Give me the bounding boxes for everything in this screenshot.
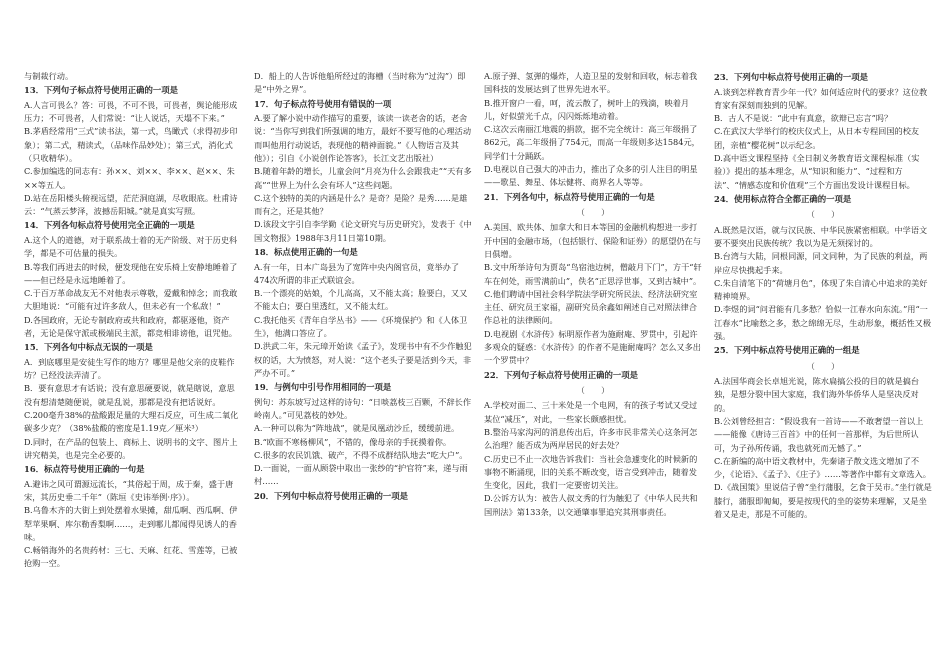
question-text: B.随着年龄的增长，儿童会问“月亮为什么会跟我走”“天有多高”“世界上为什么会有坏人”这些问题。	[254, 166, 472, 190]
question-text: C.朱自清笔下的“荷塘月色”，体现了朱自清心中追求的美好精神境界。	[714, 277, 928, 302]
question-title: 18．标点使用正确的一句是	[254, 246, 358, 257]
question-text: C.在新编的高中语文教材中，先秦诸子散文选文增加了不少，《论语》、《孟子》、《庄子》……等著作中都有文章选入。	[714, 455, 931, 480]
column-1	[24, 70, 242, 666]
question-title: 22．下列句子标点符号使用正确的一项是	[484, 369, 639, 380]
question-text: B.乌鲁木齐的大街上到处摆着水果摊，甜瓜啊、西瓜啊、伊犁苹果啊、库尔勒香梨啊……，走到哪儿都闻得见诱人的香味。	[24, 505, 238, 542]
answer-blank: （ ）	[806, 209, 840, 220]
question-text: A.有一年，日本广岛县为了宽阵中央内阁官员，竟举办了474次所谓的非正式联谊会。	[254, 261, 460, 285]
question-text: A.原子弹、氢弹的爆炸，人造卫星的发射和回收，标志着我国科技的发展达到了世界先进水平。	[484, 71, 698, 95]
question-text: 例句：苏东坡写过这样的诗句：“日啖荔枝三百颗，不辞长作岭南人。”可见荔枝的妙处。	[254, 396, 472, 421]
question-text: B.整治马家沟河的消息传出后，许多市民非常关心这条河怎么治理？能否成为两岸居民的好去处？	[484, 426, 698, 451]
question-text: A.谈到怎样教育青少年一代？如何适应时代的要求？这位教育家有深刻而独到的见解。	[714, 86, 928, 110]
question-title: 20．下列句中标点符号使用正确的一项是	[254, 490, 409, 501]
question-text: D.该段文字引自李学勤《论文研究与历史研究》，发表于《中国文物报》1988年3月11日第10期。	[254, 219, 472, 243]
question-text: B．古人不是说：“此中有真意，欲辩已忘言”吗？	[714, 113, 893, 124]
answer-blank: （ ）	[576, 207, 610, 218]
question-text: A.学校对面二、三十米处是一个电网，有的孩子考试又受过某位“减压”，对此，一些家长颇感担忧。	[484, 400, 698, 424]
question-text: B.台湾与大陆，同根同源，同文同种，为了民族的利益，两岸应尽快携起手来。	[714, 251, 928, 275]
question-text: 与制裁行动。	[24, 71, 74, 81]
answer-blank: （ ）	[576, 385, 610, 396]
question-title: 24．使用标点符合全都正确的一项是	[714, 193, 852, 204]
question-text: A.既然是汉语，就与汉民族、中华民族紧密相联。中学语文要不要突出民族传统？我以为是无须探讨的。	[714, 224, 928, 249]
question-text: A.人言可畏么？答：可畏，不可不畏，可畏者，舆论能形成压力；不可畏者，人们常说：“让人说话，天塌不下来。”	[24, 99, 238, 124]
question-text: B．要有意思才有话说；没有意思硬要说，就是瞎说，意思没有想清楚随便说，就是乱说，那都是没有把话说好。	[24, 383, 235, 407]
column-3	[484, 70, 702, 666]
question-text: D.李煜的词“问君能有几多愁？恰似一江春水向东流。”用“一江春水”比喻愁之多，愁之绵绵无尽，生动形象，概括性又极强。	[714, 304, 932, 341]
question-text: A.美国、欧共体、加拿大和日本等国的金融机构想进一步打开中国的金融市场，（包括银行、保险和证券）的愿望仍在与日俱增。	[484, 222, 701, 259]
question-text: B.推开窗户一看，呵，流云散了，树叶上的残滴，映着月儿，好似萤光千点，闪闪烁烁地动着。	[484, 97, 690, 121]
question-text: A.一种可以称为“阵地战”，就是凤凰动沙丘，缓缓前进。	[254, 423, 460, 434]
question-text: D.电视以自己强大的冲击力，推出了众多的引人注目的明星——歌星、舞星、体坛健将、商界名人等等。	[484, 163, 698, 188]
question-text: C.我托他买《青年自学丛书》——《环境保护》和《人体卫生》，他满口答应了。	[254, 314, 468, 338]
question-text: C.于百万革命战友无不对他表示尊敬，爱戴和悼念；而我敢大胆地说：“可能有过许多敌人，但未必有一个私敌！”	[24, 288, 238, 312]
question-text: D.一面说，一面从顾袋中取出一张纱的“护官符”来，递与雨村……	[254, 463, 468, 487]
question-title: 13．下列句子标点符号使用正确的一项是	[24, 85, 179, 96]
question-text: C.很多的农民饥饿、破产，不得不成群结队地去“吃大户”。	[254, 449, 468, 460]
question-text: C.他们聘请中国社会科学院法学研究所民法、经济法研究室主任、研究员王家福，副研究员余鑫如阐述自己对照法律合作总社的法律顾问。	[484, 288, 698, 326]
question-text: D.各国政府，无论专制政府或共和政府，都驱逐他，资产者，无论是保守派或极端民主派，都竞相诽谤他，诅咒他。	[24, 314, 237, 338]
question-text: A．到底哪里是安徒生写作的地方？哪里是他父亲的皮鞋作坊？已经没法弄清了。	[24, 356, 235, 381]
question-title: 19．与例句中引号作用相同的一项是	[254, 382, 392, 393]
question-text: D.洪武二年，朱元璋开始读《孟子》，发现书中有不少作触犯权的话，大为愤怒，对人说：“这个老头子要是活到今天，非严办不可。”	[254, 341, 472, 378]
question-text: B.公刘曾经担言：“假设我有一首诗——不敢奢望一首以上——能像《唐诗三百首》中的任何一首那样，为后世所认可，为子孙所传诵，我也就死而无憾了。”	[714, 416, 924, 453]
question-text: B.等我们再进去的时候，便发现他在安乐椅上安静地睡着了——但已经是永远地睡着了。	[24, 261, 238, 285]
column-4	[714, 70, 932, 666]
question-text: C.历史已不止一次地告诉我们：当社会急遽变化的时候新的事物不断涌现，旧的关系不断改变，语言受到冲击，随着发生变化，因此，我们一定要密切关注。	[484, 453, 698, 491]
question-title: 23．下列句中标点符号使用正确的一项是	[714, 72, 869, 82]
question-title: 25．下列中标点符号使用正确的一组是	[714, 345, 860, 356]
question-text: C.这次云南丽江地震的捐款，据不完全统计：高三年级捐了862元，高二年级捐了754元，而高一年级则多达1584元，同学们十分踊跃。	[484, 124, 700, 161]
question-text: C.参加编选的同志有：孙××、刘××、李××、赵××、朱××等五人。	[24, 166, 235, 190]
answer-blank: （ ）	[806, 360, 840, 371]
question-text: A.要了解小说中动作描写的重要，该读一读老舍的话，老舍说：“当你写到我们所强调的地方，最好不要写他的心理活动而叫他用行动说话，表现他的精神面貌。”《人物语言及其他》）；引自《小说创作论答客》，长江文艺出版社）	[254, 113, 472, 164]
question-text: B.茅盾经常用“三式”读书法，第一式，鸟瞰式（求得初步印象）；第二式，精读式，（品味作品妙处）；第三式，消化式（只收精华）。	[24, 126, 238, 164]
question-text: B.文中所举诗句为贾岛“鸟宿池边树，僧敲月下门”，方干“轩车在何处，雨雪满前山”，佚名“正思浮世事，又到古城中”。	[484, 262, 702, 286]
question-text: D.同时，在产品的包装上、商标上、说明书的文字、图片上讲究精美，也是完全必要的。	[24, 436, 238, 460]
question-text: B.一个漂亮的姑娘，个儿高高，又不能太高；脸要白，又又不能太白；要白里透红，又不能太红。	[254, 288, 468, 312]
question-text: C.在武汉大学举行的校庆仪式上，从日本专程回国的校友团，亲植“樱花树”以示纪念。	[714, 126, 920, 150]
question-title: 16．标点符号使用正确的一句是	[24, 464, 145, 475]
question-text: C.这个独特的美的内涵是什么？是奇？是险？是秀……是雄而有之，还是其他？	[254, 192, 468, 217]
question-text: D.站在岳阳楼头俯视远望，茫茫洞庭湖，尽收眼底。杜甫诗云：“气蒸云梦泽，波撼岳阳城。”就是真实写照。	[24, 192, 238, 217]
question-title: 17．句子标点符号使用有错误的一项	[254, 98, 392, 109]
question-text: A.这个人的道德，对于联系战士着的无产阶级、对于历史科学，都是不可估量的损失。	[24, 235, 238, 259]
question-text: C.畅销海外的名贵药材：三七、天麻、红花、雪莲等，已被抢购一空。	[24, 545, 238, 569]
question-text: D.公诉方认为：被告人叔文秀的行为触犯了《中华人民共和国刑法》第133条，以交通肇事罪追究其刑事责任。	[484, 493, 698, 517]
question-text: D.《战国策》里说信子曾“坐行蒲服，乞食于吴市。”坐行就是膝行，蒲服即匍匐，要是按现代的坐的姿势来理解，又是坐着又是走，那是不可能的。	[714, 482, 932, 519]
column-2	[254, 70, 472, 666]
question-text: D.高中语文课程坚持《全日制义务教育语文课程标准（实验）》提出的基本理念，从“知识和能力”、“过程和方法”、“情感态度和价值观”三个方面出发设计课程目标。	[714, 153, 920, 190]
question-text: C.200毫升38%的盐酸跟足量的大理石反应，可生成二氧化碳多少克？（38%盐酸的密度是1.19克／厘米³）	[24, 410, 239, 434]
question-text: D.电视剧《水浒传》标明原作者为施耐庵、罗贯中，引起许多观众的疑惑：《水浒传》的作者不是施耐庵吗？怎么又多出一个罗贯中？	[484, 328, 701, 366]
question-text: D．船上的人告诉他船所经过的海槽（当时称为“过沟”）即是“中外之界”。	[254, 71, 466, 95]
question-title: 14．下列各句标点符号使用完全正确的一项是	[24, 220, 195, 231]
question-text: A.避讳之风可谓源远流长，“其俗起于周，成于秦，盛于唐宋，其历史垂二千年”（陈垣《史讳举例·序》）。	[24, 478, 234, 503]
question-text: A.法国华商会长卓旭光说，陈水扁搞公投的目的就是搞台独，是想分裂中国大家庭，我们海外华侨华人是坚决反对的。	[714, 376, 920, 413]
question-text: B.“欧面不寒杨柳风”，不错的，像母亲的手抚摸着你。	[254, 436, 452, 447]
question-title: 21．下列各句中，标点符号使用正确的一句是	[484, 191, 655, 202]
question-title: 15．下列各句中标点无误的一项是	[24, 342, 153, 353]
